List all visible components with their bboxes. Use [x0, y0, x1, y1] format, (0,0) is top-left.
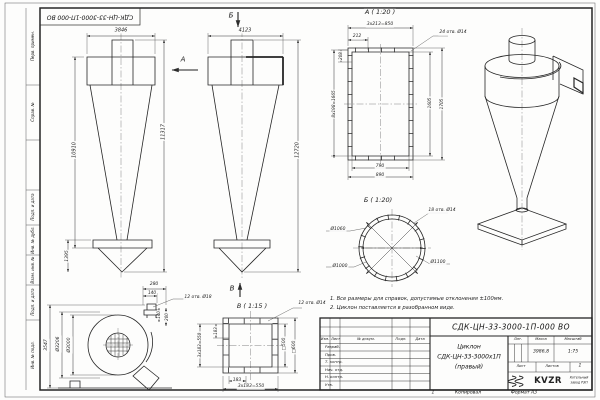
frame-stamp-label: Справ. №: [30, 102, 35, 122]
title-row-label: Т. контр.: [325, 359, 343, 365]
product-name-line2: СДК-ЦН-33-3000х1П: [437, 353, 501, 361]
title-doc-number: СДК-ЦН-33-3000-1П-000 ВО: [452, 322, 570, 332]
frame-stamp-label: Инв. № дубл.: [30, 226, 35, 254]
dim-label: 200: [164, 313, 169, 321]
bolt-ticks: [226, 50, 423, 370]
title-header-col: Подп.: [395, 337, 407, 341]
main-frame: [40, 8, 592, 390]
frame-stamp-label: Перв. примен.: [30, 30, 35, 62]
dim-label: 890: [375, 172, 385, 178]
dim-label: 280: [149, 281, 159, 287]
dim-label: 12720: [294, 142, 301, 158]
dim-label: 3x183=550: [237, 383, 265, 389]
sheets-label: Листов: [545, 364, 559, 369]
title-header-col: Изм.: [320, 337, 330, 341]
dim-label: 3547: [43, 339, 49, 351]
dim-label: 1605: [426, 97, 432, 109]
dimension-lines: [50, 28, 442, 389]
top-stamp-doc-number: СДК-ЦН-33-3000-1П-000 ВО: [46, 13, 134, 20]
title-row-label: Разраб.: [325, 344, 340, 350]
dim-label: 8x198=1665: [330, 90, 336, 118]
frame-stamp-label: Взам. инв. №: [30, 256, 35, 284]
sheet-border: [5, 3, 595, 397]
mass-label: Масса: [535, 337, 547, 342]
dim-label: 790: [375, 163, 385, 169]
dim-label: 140: [148, 289, 156, 295]
dim-label: 212: [352, 33, 362, 39]
dim-label: □600: [291, 340, 297, 354]
company-name-line2: завод РЭП: [570, 380, 588, 385]
isometric-view: [478, 36, 583, 246]
dim-label: Ø1060: [330, 226, 346, 232]
dim-label: 208: [338, 52, 343, 60]
company-name-line1: Котельный: [569, 375, 589, 380]
dim-label: Б: [228, 11, 234, 20]
dim-label: 4123: [238, 27, 252, 34]
dim-label: 183: [232, 377, 242, 383]
zone-mark: 1: [431, 390, 435, 396]
dim-label: 10910: [71, 142, 78, 158]
note-2: 2. Циклон поставляется в разобранном виде.: [330, 305, 455, 311]
frame-stamp-label: Инв. № подл.: [30, 341, 35, 369]
company-logo-text: KVZR: [534, 376, 562, 386]
title-header-col: Дата: [415, 337, 425, 341]
title-header-col: Лист: [330, 337, 341, 341]
lit-label: Лит.: [513, 337, 523, 342]
sheets-value: 1: [578, 363, 582, 369]
dim-label: Ø3206: [55, 336, 61, 352]
dim-label: 183: [213, 327, 218, 335]
dim-label: 3x213=850: [366, 21, 394, 27]
frame-stamp-label: Подп. и дата: [30, 193, 35, 221]
scale-label: Масштаб: [564, 337, 582, 342]
dim-label: 12 отв. Ø14: [298, 300, 326, 306]
format-label: Формат А3: [510, 390, 538, 396]
frame-stamp-label: Подп. и дата: [30, 288, 35, 316]
dim-label: Б ( 1:20): [363, 195, 393, 204]
dim-label: В: [229, 284, 235, 293]
sheet-label: Лист: [516, 364, 526, 369]
mass-value: 3986,8: [532, 349, 550, 355]
dim-label: □500: [281, 337, 287, 351]
dim-label: Ø3000: [66, 337, 72, 353]
product-name-line1: Циклон: [457, 343, 481, 351]
dim-label: 140: [156, 311, 161, 319]
dim-label: 11317: [160, 124, 167, 140]
dim-label: А ( 1:20 ): [364, 7, 396, 16]
dim-label: Ø1100: [430, 259, 446, 265]
title-row-label: Утв.: [325, 381, 333, 387]
dim-label: Ø1000: [332, 263, 348, 269]
dim-label: А: [180, 55, 186, 64]
dim-label: 1705: [438, 98, 444, 110]
dim-label: 1395: [64, 250, 70, 262]
title-header-col: № докум.: [357, 337, 375, 341]
product-name-line3: (правый): [454, 363, 484, 371]
dim-label: 24 отв. Ø14: [439, 29, 467, 35]
logo-coil-icon: [508, 376, 523, 387]
dim-label: В ( 1:15 ): [236, 301, 268, 310]
note-1: 1. Все размеры для справок, допустимые отклонения ±100мм.: [330, 296, 504, 302]
title-row-label: Нач. отд.: [325, 366, 344, 372]
scale-value: 1:75: [567, 349, 579, 355]
dim-label: 3846: [114, 27, 128, 34]
side-view: [208, 40, 283, 272]
title-row-label: Пров.: [325, 351, 337, 357]
dim-label: 12 отв. Ø18: [184, 294, 212, 300]
dim-label: 18 отв. Ø14: [428, 207, 456, 213]
dim-label: 3x183=550: [196, 332, 202, 358]
copied-label: Копировал: [454, 390, 482, 396]
volute-view: [55, 304, 172, 390]
title-row-label: Н. контр.: [325, 374, 344, 380]
